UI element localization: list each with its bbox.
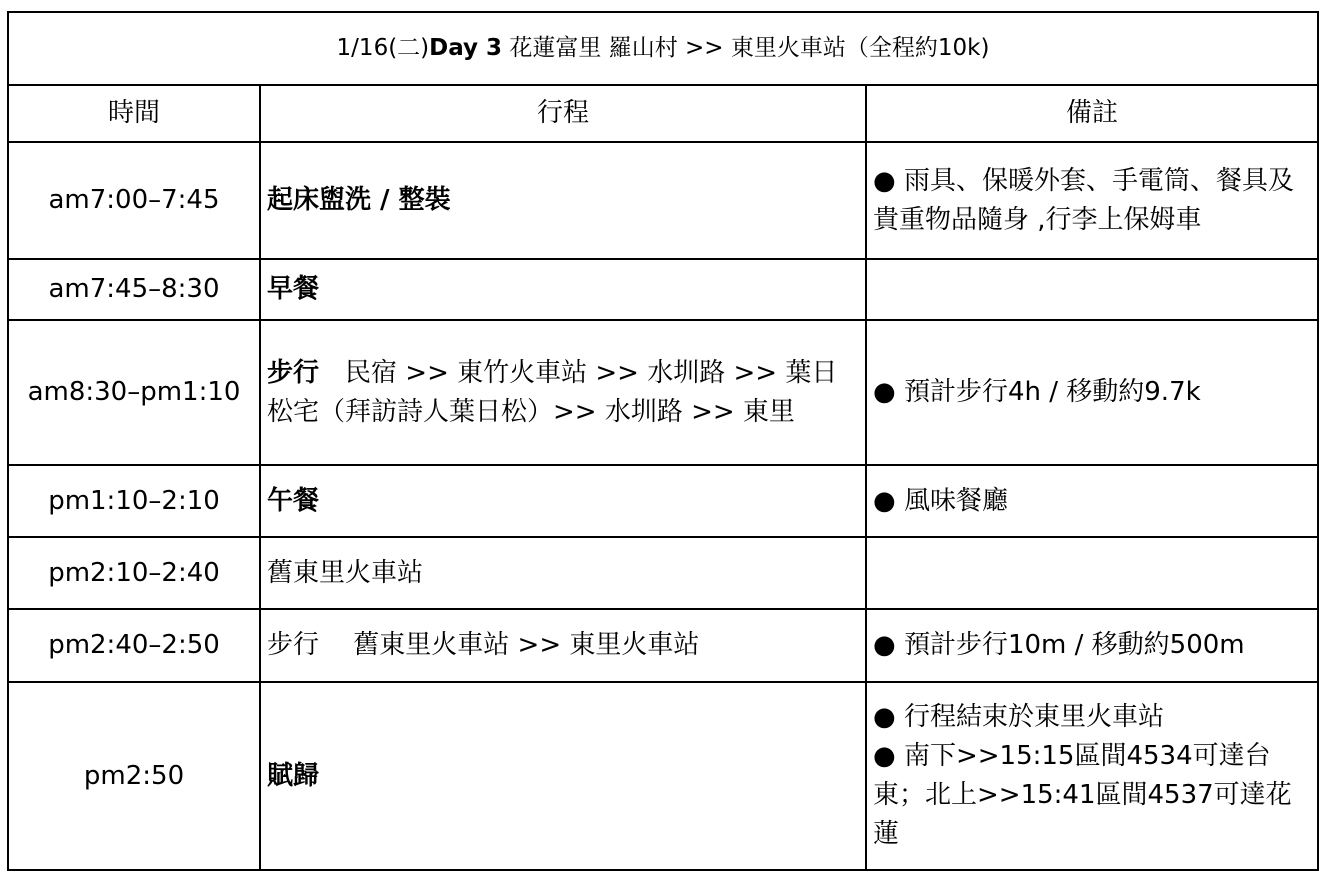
bullet-icon: ●: [873, 377, 896, 407]
note-item: [873, 626, 1311, 665]
table-row: [8, 259, 1318, 320]
row-notes: [866, 537, 1318, 609]
row-activity: [260, 609, 866, 682]
activity-text: 舊東里火車站: [267, 557, 424, 588]
header-notes: 備註: [866, 85, 1318, 142]
row-time: pm2:50: [8, 682, 260, 870]
title-row: [8, 12, 1318, 85]
row-time: pm2:10–2:40: [8, 537, 260, 609]
row-notes: [866, 142, 1318, 259]
note-item: [873, 698, 1311, 737]
row-activity: [260, 259, 866, 320]
row-activity: [260, 320, 866, 465]
note-text: 預計步行4h / 移動約9.7k: [903, 377, 1201, 407]
bullet-icon: ●: [873, 702, 896, 732]
table-row: [8, 682, 1318, 870]
row-notes: [866, 609, 1318, 682]
bullet-icon: ●: [873, 485, 896, 516]
table-row: [8, 609, 1318, 682]
note-item: [873, 373, 1311, 412]
note-text: 南下>>15:15區間4534可達台東；北上>>15:41區間4537可達花蓮: [873, 741, 1292, 849]
bullet-icon: ●: [873, 165, 896, 196]
row-activity: [260, 682, 866, 870]
table-row: [8, 320, 1318, 465]
header-itinerary: 行程: [260, 85, 866, 142]
itinerary-table: [7, 11, 1319, 871]
row-activity: [260, 142, 866, 259]
note-text: 行程結束於東里火車站: [903, 702, 1164, 732]
title-day: Day 3: [429, 35, 503, 61]
row-activity: [260, 537, 866, 609]
row-notes: [866, 320, 1318, 465]
bullet-icon: ●: [873, 630, 896, 660]
note-text: 雨具、保暖外套、手電筒、餐具及貴重物品隨身 ,行李上保姆車: [873, 165, 1294, 235]
table-row: [8, 142, 1318, 259]
header-row: [8, 85, 1318, 142]
row-notes: [866, 259, 1318, 320]
activity-bold: 午餐: [267, 485, 320, 516]
note-item: [873, 737, 1311, 854]
row-time: pm2:40–2:50: [8, 609, 260, 682]
row-time: pm1:10–2:10: [8, 465, 260, 537]
table-row: [8, 537, 1318, 609]
note-item: [873, 482, 1311, 521]
row-time: am7:00–7:45: [8, 142, 260, 259]
row-time: am8:30–pm1:10: [8, 320, 260, 465]
row-notes: [866, 465, 1318, 537]
note-text: 風味餐廳: [903, 485, 1008, 516]
title-route: 花蓮富里 羅山村 >> 東里火車站（全程約10k): [509, 35, 990, 61]
note-item: [873, 162, 1311, 240]
activity-bold: 早餐: [267, 274, 320, 304]
header-time: 時間: [8, 85, 260, 142]
table-row: [8, 465, 1318, 537]
table-title: [8, 12, 1318, 85]
itinerary-body: [8, 12, 1318, 870]
row-activity: [260, 465, 866, 537]
bullet-icon: ●: [873, 741, 896, 771]
activity-text: 民宿 >> 東竹火車站 >> 水圳路 >> 葉日松宅（拜訪詩人葉日松）>> 水圳路 >> 東里: [267, 357, 838, 427]
activity-bold: 起床盥洗 / 整裝: [267, 185, 451, 215]
activity-bold: 賦歸: [267, 760, 320, 791]
note-text: 預計步行10m / 移動約500m: [903, 630, 1245, 660]
row-time: am7:45–8:30: [8, 259, 260, 320]
activity-bold: 步行: [267, 357, 320, 388]
title-date: 1/16(二): [336, 35, 430, 61]
row-notes: [866, 682, 1318, 870]
activity-text: 步行 舊東里火車站 >> 東里火車站: [267, 630, 700, 660]
